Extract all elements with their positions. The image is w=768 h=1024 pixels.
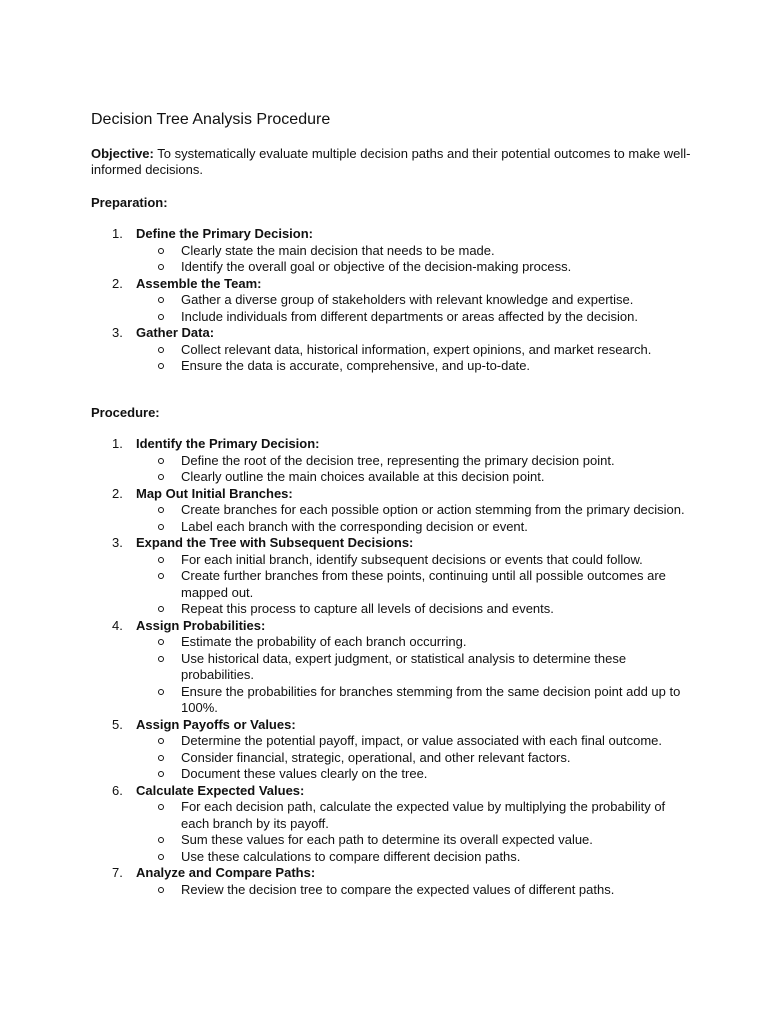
list-item: For each initial branch, identify subsequent decisions or events that could follow. [136,552,691,569]
page-title: Decision Tree Analysis Procedure [91,111,331,128]
step-number: 3. [112,325,123,340]
list-item: Review the decision tree to compare the expected values of different paths. [136,882,691,899]
list-item: For each decision path, calculate the expected value by multiplying the probability of each branch by its payoff. [136,799,691,832]
list-item: Use historical data, expert judgment, or statistical analysis to determine these probabilities. [136,651,691,684]
hollow-circle-bullet-icon [158,264,164,270]
sub-list [136,292,681,325]
sub-list [136,634,691,717]
hollow-circle-bullet-icon [158,837,164,843]
hollow-circle-bullet-icon [158,887,164,893]
sub-list [136,342,681,375]
list-item [91,783,691,866]
step-number: 4. [112,617,123,633]
list-item: Estimate the probability of each branch occurring. [136,634,691,651]
hollow-circle-bullet-icon [158,557,164,563]
sub-list [136,799,691,865]
procedure-heading: Procedure: [91,405,160,420]
list-item [91,717,691,783]
hollow-circle-bullet-icon [158,639,164,645]
sub-list [136,502,691,535]
list-item: Clearly outline the main choices available at this decision point. [136,469,691,486]
sub-list [136,552,691,618]
sub-list [136,733,691,783]
hollow-circle-bullet-icon [158,771,164,777]
preparation-heading: Preparation: [91,195,168,210]
list-item: Consider financial, strategic, operational, and other relevant factors. [136,750,691,767]
hollow-circle-bullet-icon [158,573,164,579]
list-item: Ensure the data is accurate, comprehensive, and up-to-date. [136,358,681,375]
hollow-circle-bullet-icon [158,524,164,530]
hollow-circle-bullet-icon [158,347,164,353]
hollow-circle-bullet-icon [158,606,164,612]
step-title: Map Out Initial Branches: [136,485,293,501]
list-item: Label each branch with the corresponding decision or event. [136,519,691,536]
list-item: Determine the potential payoff, impact, or value associated with each final outcome. [136,733,691,750]
list-item: Identify the overall goal or objective of the decision-making process. [136,259,681,276]
step-number: 2. [112,275,123,291]
hollow-circle-bullet-icon [158,458,164,464]
list-item [91,436,691,486]
step-title: Gather Data: [136,325,215,340]
list-item [91,486,691,536]
step-number: 5. [112,716,123,732]
list-item: Ensure the probabilities for branches stemming from the same decision point add up to 100%. [136,684,691,717]
hollow-circle-bullet-icon [158,755,164,761]
step-number: 7. [112,865,123,880]
hollow-circle-bullet-icon [158,248,164,254]
list-item [91,325,681,375]
step-title: Assign Probabilities: [136,617,266,633]
step-number: 1. [112,226,123,241]
sub-list [136,243,681,276]
list-item: Repeat this process to capture all levels of decisions and events. [136,601,691,618]
step-title: Expand the Tree with Subsequent Decisions: [136,535,414,550]
objective-paragraph [91,146,691,178]
step-title: Identify the Primary Decision: [136,436,320,451]
list-item [91,618,691,717]
hollow-circle-bullet-icon [158,854,164,860]
list-item: Use these calculations to compare different decision paths. [136,849,691,866]
step-title: Assemble the Team: [136,275,262,291]
hollow-circle-bullet-icon [158,738,164,744]
hollow-circle-bullet-icon [158,804,164,810]
hollow-circle-bullet-icon [158,314,164,320]
hollow-circle-bullet-icon [158,689,164,695]
list-item: Create branches for each possible option or action stemming from the primary decision. [136,502,691,519]
list-item: Clearly state the main decision that needs to be made. [136,243,681,260]
hollow-circle-bullet-icon [158,297,164,303]
procedure-list [91,436,691,898]
list-item: Sum these values for each path to determine its overall expected value. [136,832,691,849]
objective-text: To systematically evaluate multiple decision paths and their potential outcomes to make well-informed decisions. [91,146,691,177]
hollow-circle-bullet-icon [158,656,164,662]
sub-list [136,882,691,899]
step-title: Analyze and Compare Paths: [136,865,316,880]
step-number: 2. [112,485,123,501]
list-item: Document these values clearly on the tree. [136,766,691,783]
hollow-circle-bullet-icon [158,363,164,369]
step-number: 3. [112,535,123,550]
step-title: Define the Primary Decision: [136,226,313,241]
preparation-list [91,226,681,375]
list-item: Gather a diverse group of stakeholders with relevant knowledge and expertise. [136,292,681,309]
step-number: 6. [112,782,123,798]
sub-list [136,453,691,486]
list-item: Create further branches from these points, continuing until all possible outcomes are mapped out. [136,568,691,601]
list-item [91,276,681,326]
list-item: Collect relevant data, historical information, expert opinions, and market research. [136,342,681,359]
step-title: Assign Payoffs or Values: [136,716,296,732]
objective-label: Objective: [91,146,154,161]
list-item [91,535,691,618]
step-number: 1. [112,436,123,451]
step-title: Calculate Expected Values: [136,782,305,798]
list-item [91,226,681,276]
list-item [91,865,691,898]
hollow-circle-bullet-icon [158,474,164,480]
list-item: Define the root of the decision tree, representing the primary decision point. [136,453,691,470]
hollow-circle-bullet-icon [158,507,164,513]
list-item: Include individuals from different departments or areas affected by the decision. [136,309,681,326]
